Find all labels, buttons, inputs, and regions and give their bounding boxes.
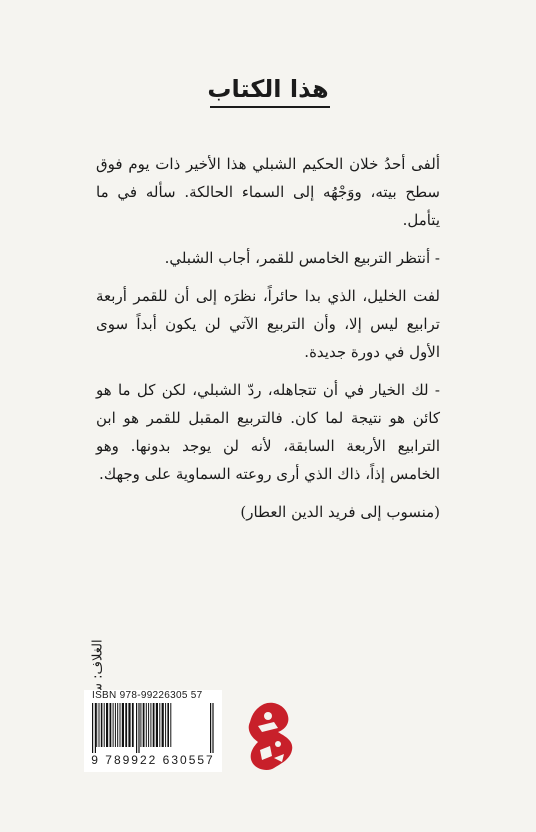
barcode-bars xyxy=(88,703,218,753)
attribution: (منسوب إلى فريد الدين العطار) xyxy=(240,503,440,521)
barcode-bar xyxy=(115,703,116,747)
red-stamp-logo-icon xyxy=(244,700,300,772)
barcode-bar xyxy=(167,703,169,747)
barcode-bar xyxy=(122,703,124,747)
barcode-bar xyxy=(104,703,105,747)
blurb-paragraph-3: لفت الخليل، الذي بدا حائراً، نظرَه إلى أن للقمر أربعة ترابيع ليس إلا، وأن التربيع الآتي لن يكون أبداً سوى الأول في دورة جديدة. xyxy=(96,287,440,361)
barcode-bar xyxy=(92,703,93,753)
barcode-bar xyxy=(148,703,149,747)
isbn-barcode xyxy=(84,690,222,772)
blurb-paragraph-2: - أنتظر التربيع الخامس للقمر، أجاب الشبلي. xyxy=(164,249,440,267)
barcode-bar xyxy=(99,703,100,747)
barcode-bar xyxy=(132,703,134,747)
barcode-bar xyxy=(165,703,166,747)
barcode-bar xyxy=(128,703,130,747)
barcode-bar xyxy=(110,703,112,747)
isbn-label: ISBN 978-99226305 57 xyxy=(92,690,203,701)
barcode-bar xyxy=(138,703,139,753)
barcode-bar xyxy=(106,703,108,747)
barcode-bar xyxy=(146,703,147,747)
blurb-paragraph-4: - لك الخيار في أن تتجاهله، ردّ الشبلي، لكن كل ما هو كائن هو نتيجة لما كان. فالتربيع المقبل للقمر هو ابن الترابيع الأربعة السابقة، لأنه لن يوجد بدونها. وهو الخامس إذاً، ذاك الذي أرى روعته السماوية على وجهك. xyxy=(96,381,440,483)
barcode-bar xyxy=(96,703,97,747)
barcode-bar xyxy=(95,703,96,753)
blurb-paragraph-1: ألفى أحدُ خلان الحكيم الشبلي هذا الأخير ذات يوم فوق سطح بيته، ووَجْهُه إلى السماء الحالكة. سأله في ما يتأمل. xyxy=(96,155,440,229)
barcode-bar xyxy=(170,703,171,747)
barcode-bar xyxy=(153,703,155,747)
barcode-bar xyxy=(117,703,118,747)
blurb-text xyxy=(96,150,440,536)
barcode-bar xyxy=(125,703,127,747)
barcode-bar xyxy=(159,703,160,747)
barcode-bar xyxy=(101,703,103,747)
barcode-bar xyxy=(210,703,211,753)
barcode-bar xyxy=(156,703,158,747)
barcode-bar xyxy=(140,703,141,747)
ean-digits: 9 789922 630557 xyxy=(91,753,215,767)
barcode-bar xyxy=(212,703,213,753)
barcode-bar xyxy=(120,703,121,747)
barcode-bar xyxy=(136,703,137,753)
heading-divider xyxy=(210,106,330,108)
book-heading: هذا الكتاب xyxy=(207,75,329,103)
barcode-bar xyxy=(143,703,145,747)
barcode-bar xyxy=(162,703,164,747)
barcode-bar xyxy=(150,703,151,747)
barcode-bar xyxy=(113,703,114,747)
